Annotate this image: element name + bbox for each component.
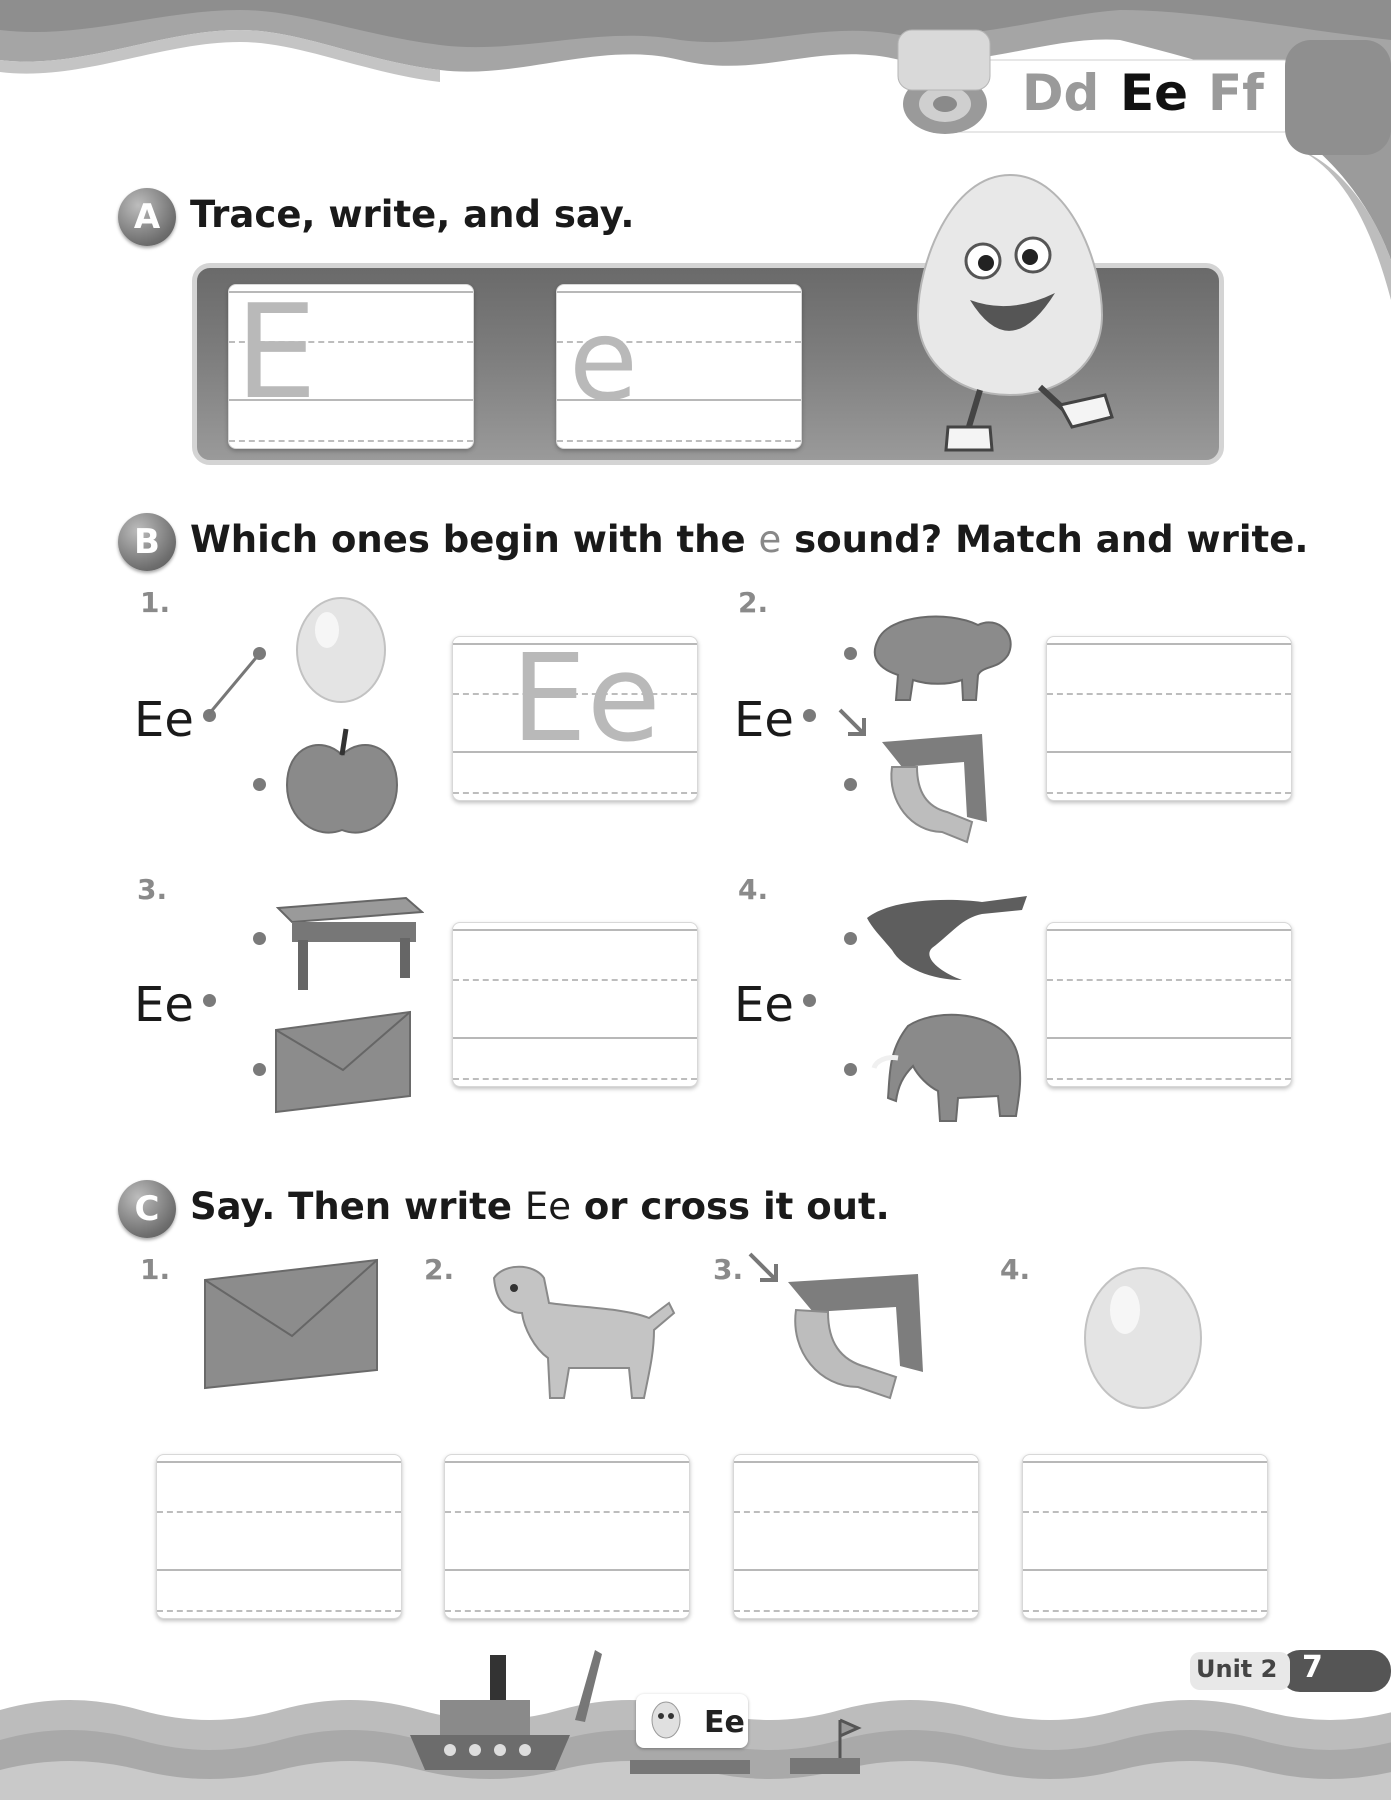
- b-item-1-dot-top[interactable]: [253, 647, 266, 660]
- b-item-3-write-box[interactable]: [452, 922, 698, 1087]
- section-b-instruction-pre: Which ones begin with the: [190, 518, 746, 561]
- b-item-2-dot-bottom[interactable]: [844, 778, 857, 791]
- elephant-icon: [868, 1006, 1028, 1130]
- envelope-icon: [202, 1258, 380, 1390]
- arrow-icon: [838, 708, 870, 740]
- b-item-1-dot-bottom[interactable]: [253, 778, 266, 791]
- b-item-3-start-dot[interactable]: [203, 994, 216, 1007]
- footer-letter-tag: Ee: [704, 1705, 745, 1740]
- c-item-3-number: 3.: [713, 1253, 744, 1286]
- c-item-4-number: 4.: [1000, 1253, 1031, 1286]
- c-item-3-write-box[interactable]: [733, 1454, 979, 1619]
- trace-box-upper[interactable]: [228, 284, 474, 449]
- c-item-4-write-box[interactable]: [1022, 1454, 1268, 1619]
- section-b-badge: B: [118, 513, 176, 571]
- b-item-3-letters: Ee: [134, 977, 194, 1033]
- section-a-badge: A: [118, 188, 176, 246]
- b-item-2-letters: Ee: [734, 692, 794, 748]
- b-item-2-dot-top[interactable]: [844, 647, 857, 660]
- b-item-2-number: 2.: [738, 586, 769, 619]
- egg-icon: [293, 592, 389, 704]
- section-b-instruction-post: sound? Match and write.: [794, 518, 1309, 561]
- banner-letter-dd: Dd: [1022, 64, 1100, 122]
- page-number: 7: [1302, 1650, 1323, 1685]
- dog-icon: [474, 1258, 680, 1404]
- b-item-3-number: 3.: [137, 873, 168, 906]
- apple-icon: [282, 725, 402, 843]
- b-item-4-letters: Ee: [734, 977, 794, 1033]
- b-item-4-dot-bottom[interactable]: [844, 1063, 857, 1076]
- alligator-icon: [862, 888, 1032, 984]
- section-c-instruction-pre: Say. Then write: [190, 1185, 512, 1228]
- egg-mascot-small-icon: [646, 1698, 686, 1746]
- b-item-1-number: 1.: [140, 586, 171, 619]
- trace-letter-lower-e: e: [569, 296, 638, 426]
- b-item-2-write-box[interactable]: [1046, 636, 1292, 801]
- elbow-icon: [872, 722, 1002, 852]
- b-item-3-dot-top[interactable]: [253, 932, 266, 945]
- b-item-4-write-box[interactable]: [1046, 922, 1292, 1087]
- section-c-badge: C: [118, 1180, 176, 1238]
- trace-box-lower[interactable]: [556, 284, 802, 449]
- trace-letter-upper-e: E: [235, 284, 318, 428]
- c-item-1-number: 1.: [140, 1253, 171, 1286]
- egg-icon: [1080, 1260, 1206, 1412]
- b-item-4-start-dot[interactable]: [803, 994, 816, 1007]
- section-c-instruction-letter: Ee: [524, 1185, 571, 1228]
- arrow-icon: [748, 1252, 782, 1286]
- elbow-icon: [778, 1262, 928, 1412]
- b-item-1-trace-answer: Ee: [511, 636, 661, 769]
- banner-letter-ee: Ee: [1120, 64, 1189, 122]
- b-item-4-dot-top[interactable]: [844, 932, 857, 945]
- section-b-instruction-letter: e: [758, 518, 782, 561]
- c-item-2-write-box[interactable]: [444, 1454, 690, 1619]
- unit-label: Unit 2: [1196, 1655, 1278, 1683]
- section-c-instruction: [190, 1185, 890, 1228]
- section-c-instruction-post: or cross it out.: [583, 1185, 890, 1228]
- b-item-1-write-box[interactable]: [452, 636, 698, 801]
- envelope-icon: [273, 1010, 413, 1114]
- c-item-2-number: 2.: [424, 1253, 455, 1286]
- b-item-3-dot-bottom[interactable]: [253, 1063, 266, 1076]
- section-b-instruction: [190, 518, 1308, 561]
- egg-mascot-icon: [880, 165, 1140, 465]
- b-item-4-number: 4.: [738, 873, 769, 906]
- bear-icon: [858, 600, 1018, 708]
- c-item-1-write-box[interactable]: [156, 1454, 402, 1619]
- b-item-1-letters: Ee: [134, 692, 194, 748]
- section-a-instruction: Trace, write, and say.: [190, 193, 635, 236]
- banner-letter-ff: Ff: [1208, 64, 1264, 122]
- desk-icon: [276, 890, 424, 994]
- b-item-2-start-dot[interactable]: [803, 709, 816, 722]
